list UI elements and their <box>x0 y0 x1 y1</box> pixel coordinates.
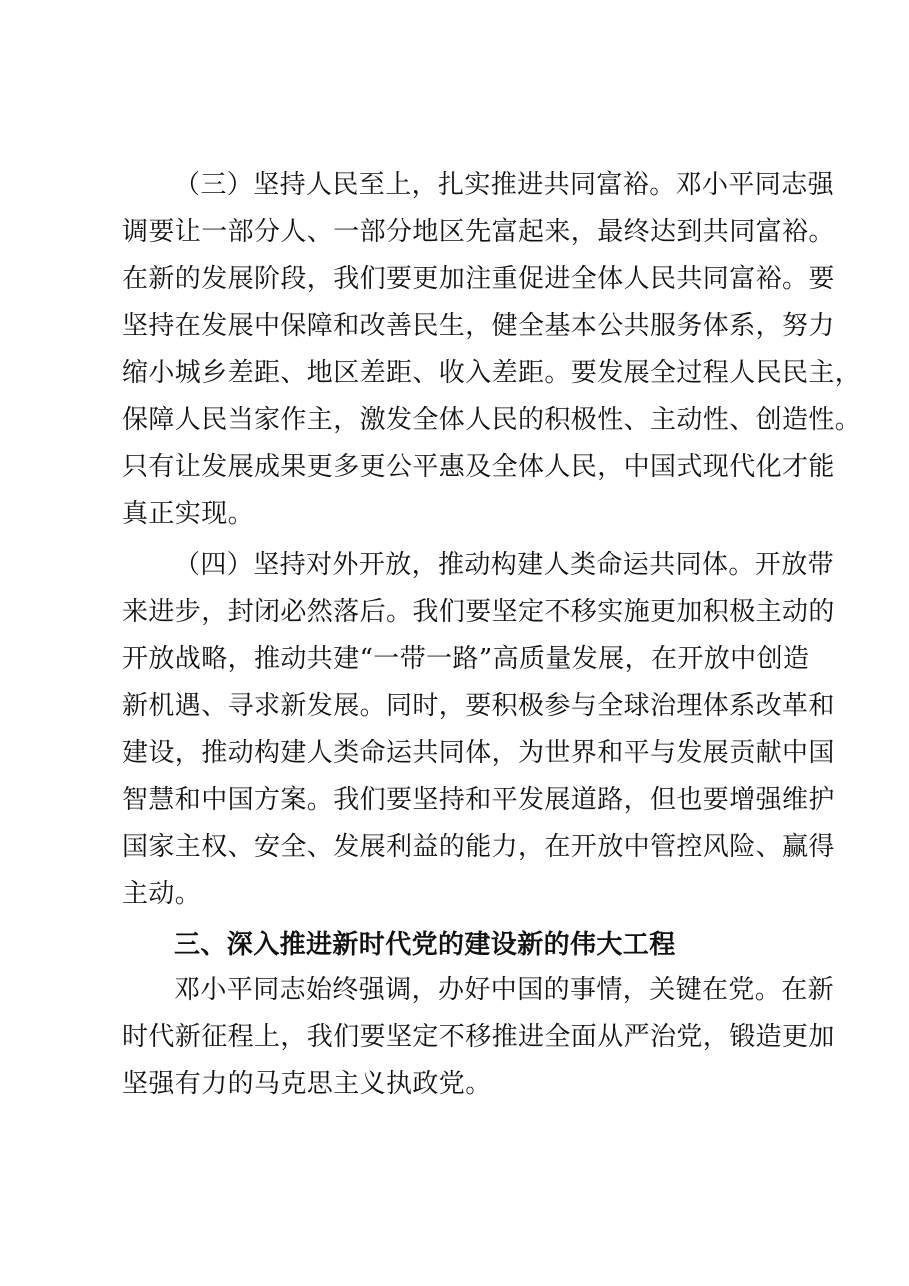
paragraph-line: 在新的发展阶段，我们要更加注重促进全体人民共同富裕。要 <box>122 264 835 294</box>
paragraph-line: 坚持在发展中保障和改善民生，健全基本公共服务体系，努力 <box>122 311 835 341</box>
paragraph-line: 主动。 <box>122 879 202 909</box>
paragraph-line: 保障人民当家作主，激发全体人民的积极性、主动性、创造性。 <box>122 405 862 435</box>
paragraph-line: 国家主权、安全、发展利益的能力，在开放中管控风险、赢得 <box>122 832 835 862</box>
body-text <box>122 0 862 1286</box>
section-heading: 三、深入推进新时代党的建设新的伟大工程 <box>174 930 676 960</box>
paragraph-line: 坚强有力的马克思主义执政党。 <box>122 1069 492 1099</box>
paragraph-line: 真正实现。 <box>122 499 255 529</box>
paragraph-line: 缩小城乡差距、地区差距、收入差距。要发展全过程人民民主， <box>122 358 862 388</box>
paragraph-line: 开放战略，推动共建“一带一路”高质量发展，在开放中创造 <box>122 644 810 674</box>
paragraph-line: 建设，推动构建人类命运共同体，为世界和平与发展贡献中国 <box>122 738 835 768</box>
paragraph-line: （三）坚持人民至上，扎实推进共同富裕。邓小平同志强 <box>174 170 835 200</box>
paragraph-line: 来进步，封闭必然落后。我们要坚定不移实施更加积极主动的 <box>122 597 835 627</box>
paragraph-line: 只有让发展成果更多更公平惠及全体人民，中国式现代化才能 <box>122 452 835 482</box>
paragraph-line: 新机遇、寻求新发展。同时，要积极参与全球治理体系改革和 <box>122 691 835 721</box>
paragraph-line: 调要让一部分人、一部分地区先富起来，最终达到共同富裕。 <box>122 217 835 247</box>
paragraph-line: 智慧和中国方案。我们要坚持和平发展道路，但也要增强维护 <box>122 785 835 815</box>
paragraph-line: 邓小平同志始终强调，办好中国的事情，关键在党。在新 <box>174 975 835 1005</box>
paragraph-line: 时代新征程上，我们要坚定不移推进全面从严治党，锻造更加 <box>122 1022 835 1052</box>
paragraph-line: （四）坚持对外开放，推动构建人类命运共同体。开放带 <box>174 550 835 580</box>
